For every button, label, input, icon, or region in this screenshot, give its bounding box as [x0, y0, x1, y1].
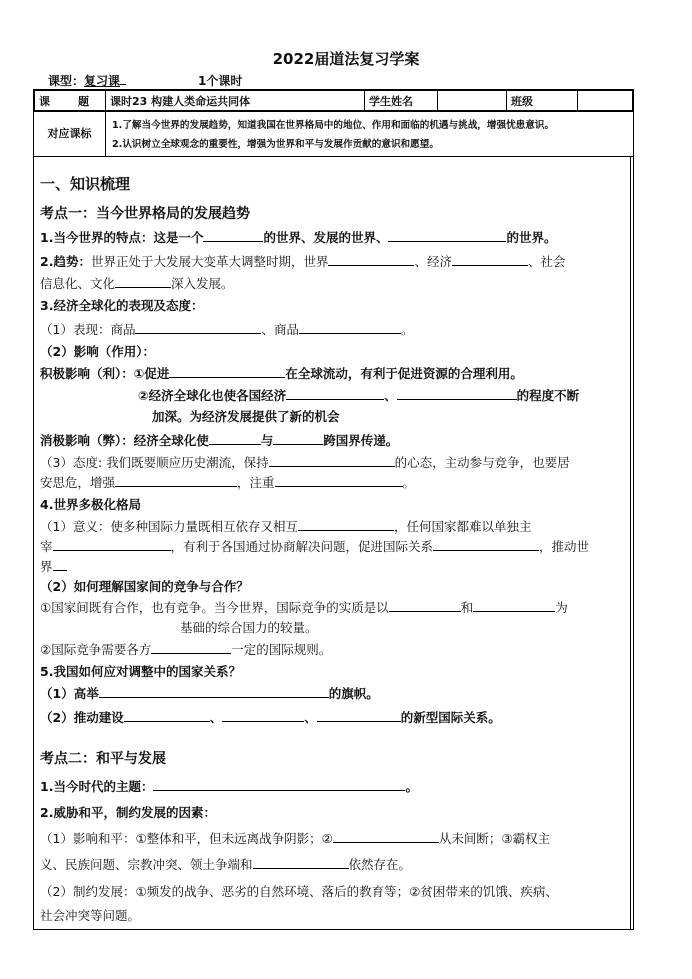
line-2: 2.趋势：世界正处于大发展大变革大调整时期，世界 、经济 、社会	[40, 254, 566, 269]
kp1-heading: 考点一：当今世界格局的发展趋势	[40, 206, 250, 222]
fill-blank[interactable]	[397, 386, 517, 400]
line-1: 1.当今世界的特点：这是一个 的世界、发展的世界、 的世界。	[40, 230, 557, 245]
fill-blank[interactable]	[151, 640, 231, 654]
fill-blank[interactable]	[452, 252, 528, 266]
fill-blank[interactable]	[124, 708, 210, 722]
fill-blank[interactable]	[153, 777, 405, 791]
student-name-label: 学生姓名	[365, 91, 438, 111]
fill-blank[interactable]	[222, 708, 304, 722]
line-17: （2）如何理解国家间的竞争与合作？	[40, 579, 249, 594]
fill-blank[interactable]	[388, 228, 506, 242]
line-7: 积极影响（利）：①促进 在全球流动，有利于促进资源的合理利用。	[40, 366, 523, 381]
student-name-field[interactable]	[438, 91, 507, 111]
fill-blank[interactable]	[286, 386, 384, 400]
line-28: （2）制约发展：①频发的战争、恶劣的自然环境、落后的教育等；②贫困带来的饥饿、疾病、	[40, 884, 558, 899]
line-13: 4.世界多极化格局	[40, 497, 141, 512]
blank	[120, 72, 126, 85]
divider	[630, 156, 631, 929]
fill-blank[interactable]	[269, 453, 395, 467]
line-23: （2）推动建设 、 、 的新型国际关系。	[40, 710, 501, 725]
fill-blank[interactable]	[473, 598, 555, 612]
fill-blank[interactable]	[433, 537, 539, 551]
kp2-heading: 考点二：和平与发展	[40, 751, 166, 767]
fill-blank[interactable]	[299, 320, 401, 334]
line-18: ①国家间既有合作，也有竞争。当今世界，国际竞争的实质是以 和 为	[40, 600, 568, 615]
line-22: （1）高举 的旗帜。	[40, 686, 379, 701]
fill-blank[interactable]	[203, 228, 263, 242]
fill-blank[interactable]	[53, 537, 171, 551]
line-5: （1）表现：商品 、商品 。	[40, 322, 414, 337]
line-3: 信息化、文化 深入发展。	[40, 276, 234, 291]
lesson-meta	[48, 72, 243, 89]
line-21: 5.我国如何应对调整中的国家关系？	[40, 664, 241, 679]
curriculum-standards	[33, 110, 634, 157]
standard-line-1: 1.了解当今世界的发展趋势，知道我国在世界格局中的地位、作用和面临的机遇与挑战，增强忧患意识。	[112, 120, 555, 131]
fill-blank[interactable]	[275, 473, 403, 487]
fill-blank[interactable]	[333, 829, 439, 843]
line-29: 社会冲突等问题。	[40, 908, 141, 923]
line-26: （1）影响和平：①整体和平，但未远离战争阴影；② 从未间断；③霸权主	[40, 831, 551, 846]
line-14: （1）意义：使多种国际力量既相互依存又相互 ，任何国家都难以单独主	[40, 519, 532, 534]
line-24: 1.当今时代的主题： 。	[40, 779, 418, 794]
knowledge-section	[33, 156, 634, 930]
line-6: （2）影响（作用）：	[40, 344, 155, 359]
line-12: 安思危，增强 ，注重 。	[40, 475, 416, 490]
section-heading: 一、知识梳理	[40, 175, 131, 193]
page-title: 2022届道法复习学案	[272, 50, 420, 68]
class-field[interactable]	[578, 91, 633, 111]
lesson-topic-label: 课 题	[35, 91, 106, 111]
line-15: 宰 ，有利于各国通过协商解决问题，促进国际关系 ，推动世	[40, 539, 590, 554]
line-20: ②国际竞争需要各方 一定的国际规则。	[40, 642, 332, 657]
fill-blank[interactable]	[53, 557, 67, 571]
fill-blank[interactable]	[328, 252, 414, 266]
line-8: ②经济全球化也使各国经济 、 的程度不断	[138, 388, 580, 403]
fill-blank[interactable]	[169, 364, 285, 378]
line-16: 界	[40, 557, 67, 577]
line-11: （3）态度: 我们既要顺应历史潮流，保持 的心态，主动参与竞争，也要居	[40, 455, 570, 470]
standards-text	[112, 116, 631, 154]
fill-blank[interactable]	[209, 431, 261, 445]
fill-blank[interactable]	[389, 598, 461, 612]
line-4: 3.经济全球化的表现及态度：	[40, 298, 204, 313]
fill-blank[interactable]	[135, 320, 261, 334]
fill-blank[interactable]	[115, 473, 237, 487]
line-27: 义、民族问题、宗教冲突、领土争端和 依然存在。	[40, 857, 412, 872]
lesson-type-label: 课型：	[48, 74, 85, 88]
lesson-hours: 1个课时	[198, 74, 243, 88]
lesson-type-value: 复习课	[84, 74, 121, 88]
fill-blank[interactable]	[298, 517, 394, 531]
standards-label: 对应课标	[34, 110, 106, 156]
lesson-topic-value: 课时23 构建人类命运共同体	[106, 91, 365, 111]
standard-line-2: 2.认识树立全球观念的重要性，增强为世界和平与发展作贡献的意识和愿望。	[112, 139, 439, 150]
fill-blank[interactable]	[317, 708, 401, 722]
fill-blank[interactable]	[115, 274, 171, 288]
class-label: 班级	[507, 91, 578, 111]
header-table	[33, 89, 634, 112]
line-25: 2.威胁和平，制约发展的因素：	[40, 805, 216, 820]
fill-blank[interactable]	[253, 855, 349, 869]
fill-blank[interactable]	[273, 431, 323, 445]
line-9: 加深。为经济发展提供了新的机会	[152, 409, 340, 424]
fill-blank[interactable]	[99, 684, 329, 698]
line-19: 基础的综合国力的较量。	[180, 620, 318, 635]
line-10: 消极影响（弊）：经济全球化使 与 跨国界传递。	[40, 433, 399, 448]
